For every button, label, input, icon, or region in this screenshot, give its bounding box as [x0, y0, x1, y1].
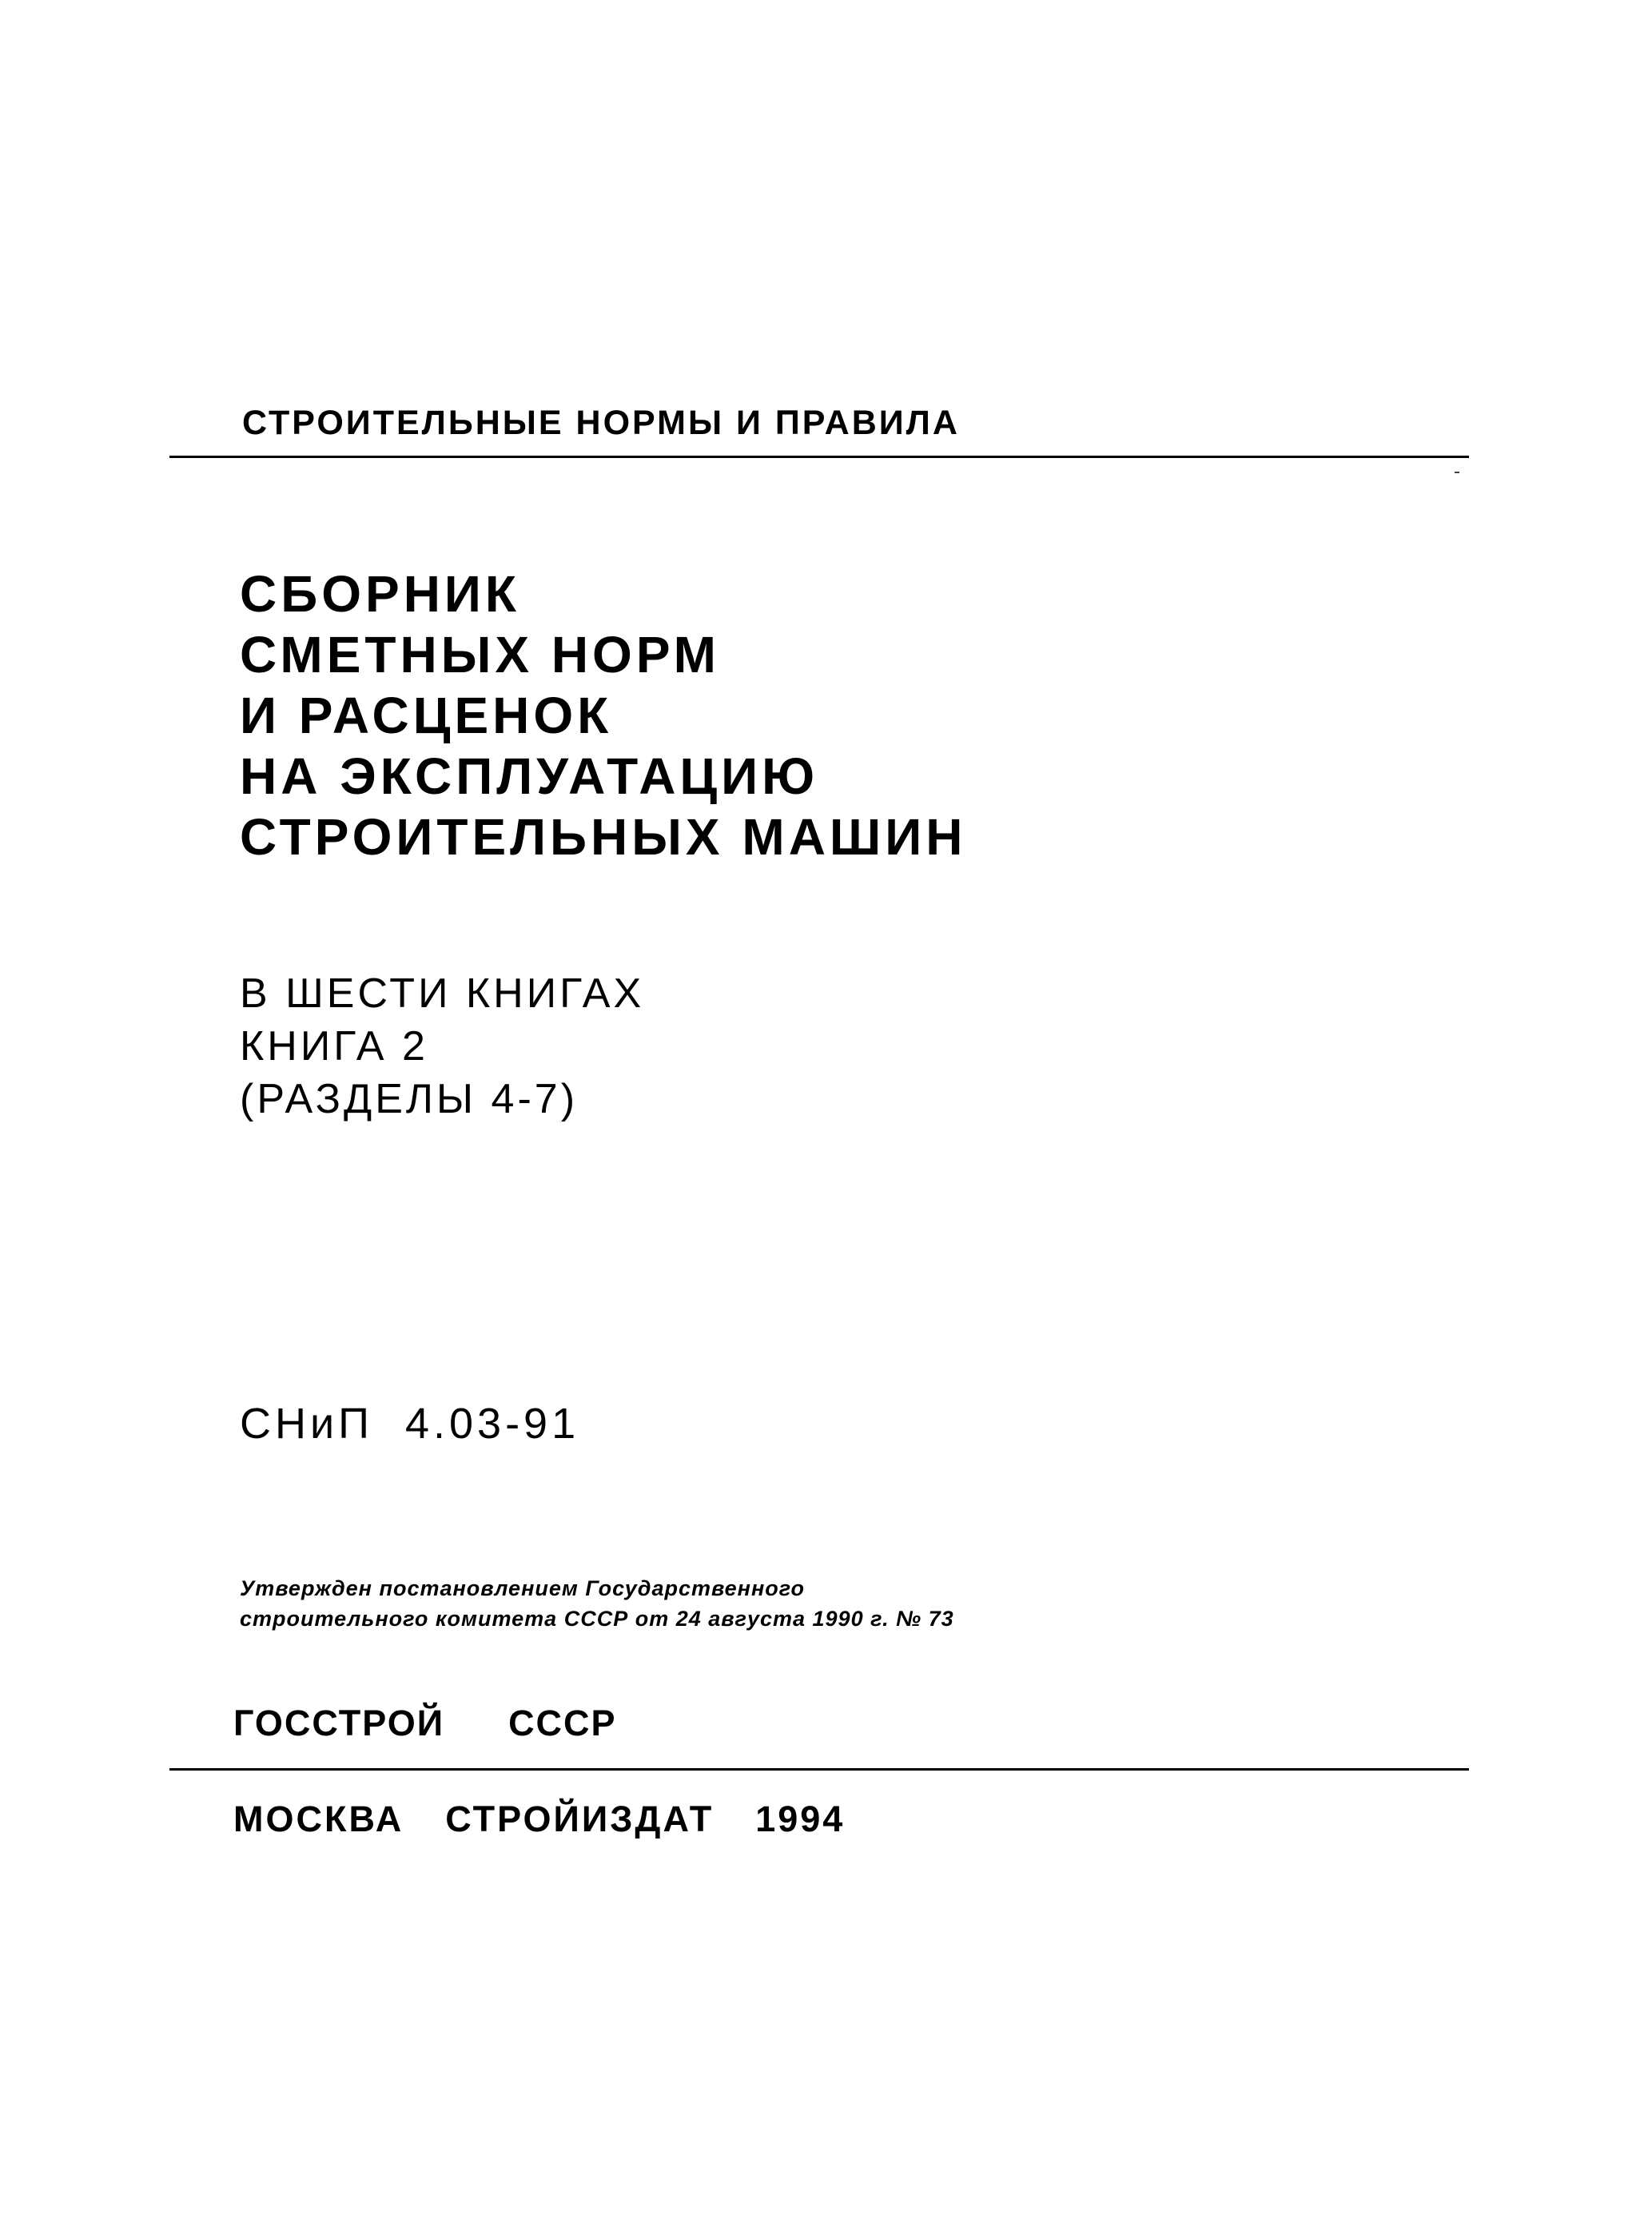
- title-line: И РАСЦЕНОК: [240, 687, 613, 744]
- approval-line: строительного комитета СССР от 24 августа 1990 г. № 73: [240, 1607, 954, 1631]
- title-line: СБОРНИК: [240, 565, 520, 623]
- volume-line: (РАЗДЕЛЫ 4-7): [240, 1076, 579, 1122]
- volume-line: В ШЕСТИ КНИГАХ: [240, 970, 645, 1017]
- volume-line: КНИГА 2: [240, 1023, 428, 1070]
- publisher-name: СТРОЙИЗДАТ: [445, 1799, 715, 1839]
- publisher-line: [233, 1799, 845, 1840]
- title-line: НА ЭКСПЛУАТАЦИЮ: [240, 747, 819, 805]
- top-divider: [169, 456, 1469, 458]
- publisher-city: МОСКВА: [233, 1799, 404, 1839]
- scan-mark: [1455, 472, 1459, 473]
- document-code: СНиП 4.03-91: [240, 1400, 580, 1448]
- bottom-divider: [169, 1768, 1469, 1771]
- document-title: [240, 564, 966, 867]
- organization-name: ГОССТРОЙ: [233, 1703, 445, 1743]
- publication-year: 1994: [755, 1799, 846, 1839]
- organization-country: СССР: [508, 1703, 617, 1743]
- approval-line: Утвержден постановлением Государственного: [240, 1576, 805, 1600]
- approval-note: [240, 1573, 954, 1634]
- title-line: СМЕТНЫХ НОРМ: [240, 626, 720, 683]
- volume-info: [240, 967, 644, 1125]
- title-line: СТРОИТЕЛЬНЫХ МАШИН: [240, 808, 967, 866]
- organization: [233, 1703, 617, 1744]
- series-header: СТРОИТЕЛЬНЫЕ НОРМЫ И ПРАВИЛА: [242, 404, 960, 442]
